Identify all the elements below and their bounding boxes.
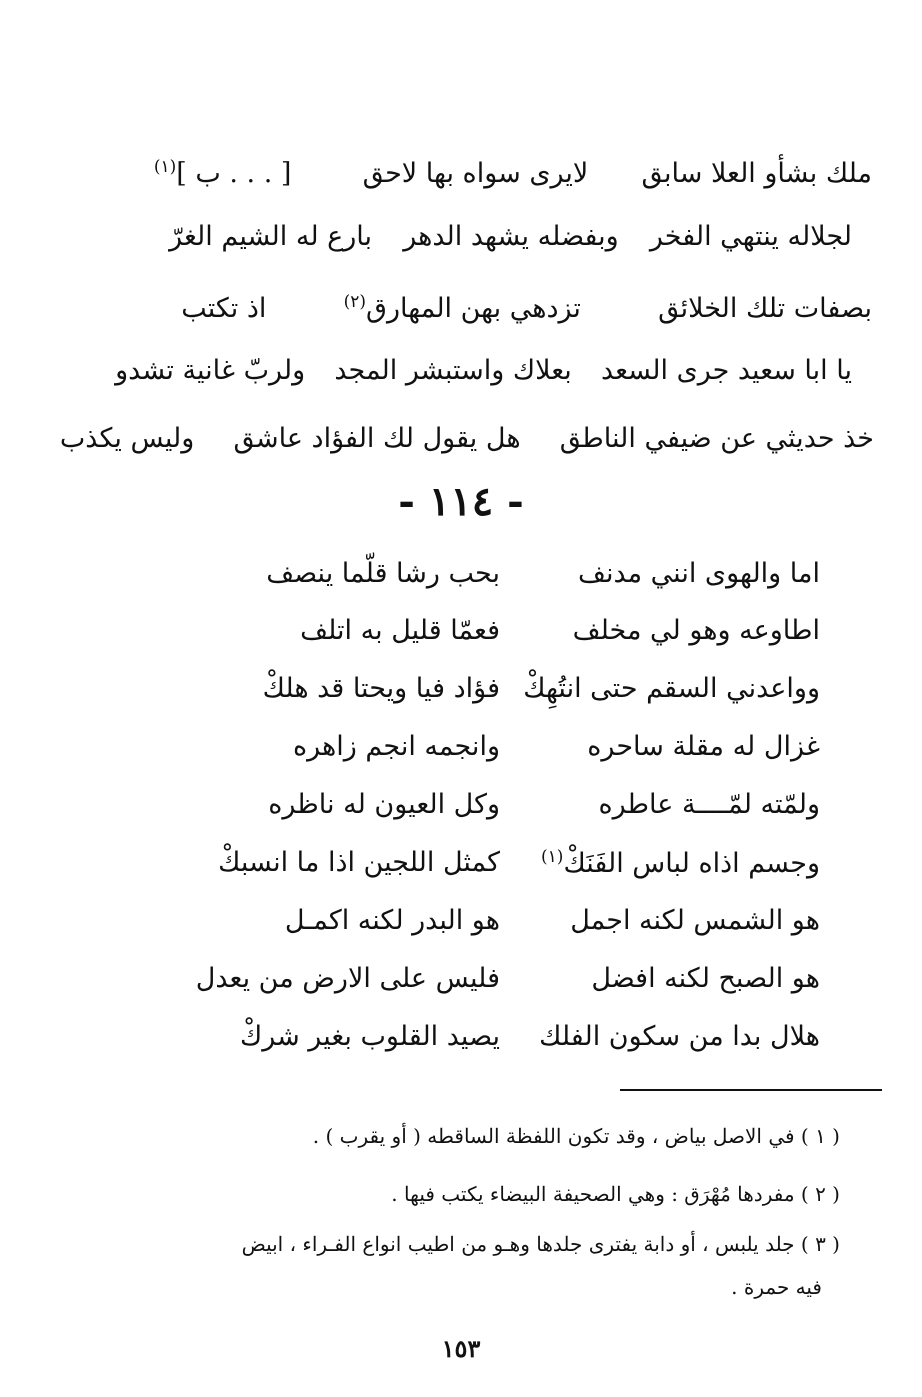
prose-segment: تزدهي بهن المهارق [366, 293, 581, 324]
verse-hemistich-right: اما والهوى انني مدنف [578, 558, 820, 589]
prose-segment: وليس يكذب [59, 423, 195, 454]
footnote-ref: (١) [541, 847, 564, 867]
prose-segment: لايرى سواه بها لاحق [362, 158, 589, 189]
prose-line-5 [60, 422, 874, 456]
prose-segment: بصفات تلك الخلائق [658, 293, 872, 324]
prose-segment: يا ابا سعيد جرى السعد [600, 355, 852, 386]
footnote-ref: (٢) [343, 292, 367, 312]
prose-segment: بارع له الشيم الغرّ [169, 221, 373, 252]
verse-hemistich-right: هو الصبح لكنه افضل [591, 963, 820, 994]
footnote-2: ( ٢ ) مفردها مُهْرَق : وهي الصحيفة البيضاء يكتب فيها . [391, 1182, 840, 1206]
verse-text: وجسم اذاه لباس الفَنَكْ [563, 848, 820, 879]
verse-hemistich-left: فعمّا قليل به اتلف [300, 615, 500, 646]
prose-line-4 [115, 354, 852, 388]
verse-hemistich-left: وانجمه انجم زاهره [293, 731, 500, 762]
verse-hemistich-right: هو الشمس لكنه اجمل [570, 905, 820, 936]
prose-segment: اذ تكتب [181, 293, 267, 324]
verse-hemistich-left: فليس على الارض من يعدل [195, 963, 500, 994]
footnote-divider [620, 1089, 882, 1091]
prose-line-2 [169, 220, 852, 254]
verse-hemistich-left: هو البدر لكنه اكمـل [284, 905, 500, 936]
verse-hemistich-right: ولمّته لمّــــة عاطره [598, 789, 820, 820]
prose-line-3 [181, 292, 872, 326]
verse-hemistich-left: فؤاد فيا ويحتا قد هلكْ [262, 673, 500, 704]
prose-segment: وبفضله يشهد الدهر [403, 221, 619, 252]
prose-segment: لجلاله ينتهي الفخر [649, 221, 852, 252]
verse-hemistich-right: غزال له مقلة ساحره [587, 731, 820, 762]
verse-hemistich-left: يصيد القلوب بغير شركْ [239, 1021, 500, 1052]
verse-hemistich-right: وواعدني السقم حتى انتُهِكْ [523, 673, 820, 704]
verse-hemistich-right: هلال بدا من سكون الفلك [539, 1021, 820, 1052]
verse-hemistich-left: كمثل اللجين اذا ما انسبكْ [218, 847, 500, 878]
section-heading: - ١١٤ - [398, 478, 524, 525]
page-number: ١٥٣ [441, 1334, 481, 1363]
prose-segment: بعلاك واستبشر المجد [334, 355, 572, 386]
footnote-ref: (١) [153, 157, 177, 177]
footnote-3: ( ٣ ) جلد يلبس ، أو دابة يفترى جلدها وهـو من اطيب انواع الفـراء ، ابيض [241, 1232, 840, 1256]
prose-segment: خذ حديثي عن ضيفي الناطق [559, 423, 874, 454]
verse-hemistich-right: اطاوعه وهو لي مخلف [572, 615, 820, 646]
verse-hemistich-left: وكل العيون له ناظره [268, 789, 500, 820]
footnote-3-continuation: فيه حمرة . [731, 1275, 822, 1299]
prose-segment: ولربّ غانية تشدو [115, 355, 306, 386]
verse-hemistich-left: بحب رشا قلّما ينصف [266, 558, 500, 589]
prose-segment: ملك بشأو العلا سابق [641, 158, 872, 189]
prose-segment: [ . . . ب ] [176, 158, 292, 189]
prose-line-1 [154, 157, 872, 191]
prose-segment: هل يقول لك الفؤاد عاشق [233, 423, 521, 454]
verse-hemistich-right [541, 847, 820, 879]
footnote-1: ( ١ ) في الاصل بياض ، وقد تكون اللفظة الساقطه ( أو يقرب ) . [312, 1124, 840, 1148]
